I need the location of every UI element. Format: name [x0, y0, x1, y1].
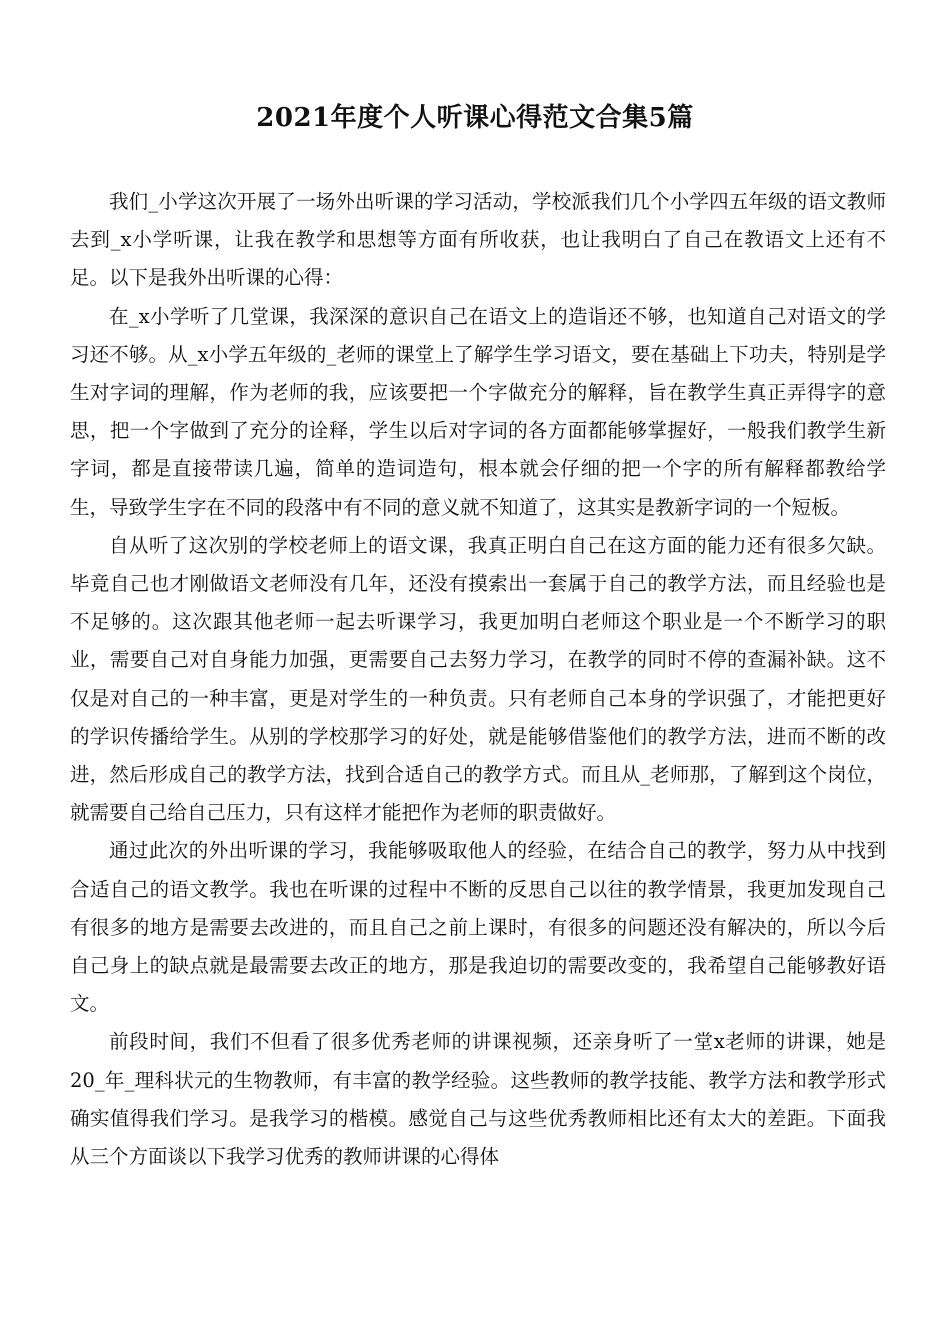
- paragraph-5: 前段时间，我们不但看了很多优秀老师的讲课视频，还亲身听了一堂x老师的讲课，她是20_年_理科状元的生物教师，有丰富的教学经验。这些教师的教学技能、教学方法和教学形式确实值得我们学习。是我学习的楷模。感觉自己与这些优秀教师相比还有太大的差距。下面我从三个方面谈以下我学习优秀的教师讲课的心得体: [70, 1030, 886, 1169]
- paragraph-1: 我们_小学这次开展了一场外出听课的学习活动，学校派我们几个小学四五年级的语文教师去到_x小学听课，让我在教学和思想等方面有所收获，也让我明白了自己在教语文上还有不足。以下是我外出听课的心得：: [70, 190, 886, 290]
- paragraph-2: 在_x小学听了几堂课，我深深的意识自己在语文上的造诣还不够，也知道自己对语文的学习还不够。从_x小学五年级的_老师的课堂上了解学生学习语文，要在基础上下功夫，特别是学生对字词的理解，作为老师的我，应该要把一个字做充分的解释，旨在教学生真正弄得字的意思，把一个字做到了充分的诠释，学生以后对字词的各方面都能够掌握好，一般我们教学生新字词，都是直接带读几遍，简单的造词造句，根本就会仔细的把一个字的所有解释都教给学生，导致学生字在不同的段落中有不同的意义就不知道了，这其实是教新字词的一个短板。: [70, 304, 886, 519]
- document-body: [70, 183, 886, 1176]
- paragraph-4: 通过此次的外出听课的学习，我能够吸取他人的经验，在结合自己的教学，努力从中找到合适自己的语文教学。我也在听课的过程中不断的反思自己以往的教学情景，我更加发现自己有很多的地方是需要去改进的，而且自己之前上课时，有很多的问题还没有解决的，所以今后自己身上的缺点就是最需要去改正的地方，那是我迫切的需要改变的，我希望自己能够教好语文。: [70, 839, 886, 1016]
- document-title: 2021年度个人听课心得范文合集5篇: [256, 103, 694, 133]
- paragraph-3: 自从听了这次别的学校老师上的语文课，我真正明白自己在这方面的能力还有很多欠缺。毕竟自己也才刚做语文老师没有几年，还没有摸索出一套属于自己的教学方法，而且经验也是不足够的。这次跟其他老师一起去听课学习，我更加明白老师这个职业是一个不断学习的职业，需要自己对自身能力加强，更需要自己去努力学习，在教学的同时不停的查漏补缺。这不仅是对自己的一种丰富，更是对学生的一种负责。只有老师自己本身的学识强了，才能把更好的学识传播给学生。从别的学校那学习的好处，就是能够借鉴他们的教学方法，进而不断的改进，然后形成自己的教学方法，找到合适自己的教学方式。而且从_老师那，了解到这个岗位，就需要自己给自己压力，只有这样才能把作为老师的职责做好。: [70, 533, 886, 825]
